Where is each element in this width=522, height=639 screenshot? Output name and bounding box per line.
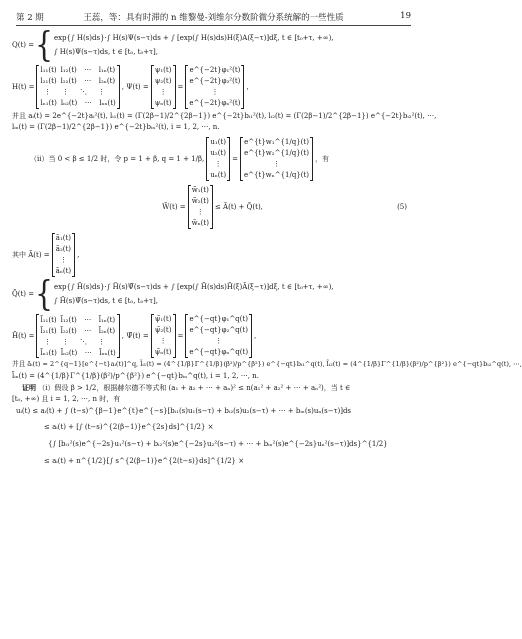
- matrix-row: l̃ₙ₁(t) l̃ₙ₂(t) ⋯ l̃ₙₙ(t): [40, 348, 116, 357]
- psi-tilde-vector: ψ̃₁(t) ψ̃₂(t) ⋮ ψ̃ₙ(t): [151, 314, 176, 358]
- proof-paragraph: [12, 384, 413, 392]
- w-vector: e^{t}w₁^{1/q}(t) e^{t}w₂^{1/q}(t) ⋮ e^{t}wₙ^{1/q}(t): [240, 137, 313, 181]
- coefficient-tilde-line-1: 并且 ãᵢ(t) = 2^{q−1}[e^{−t}aᵢ(t)]^q, l̃ᵢ₁(t) = (4^{1/β}Γ^{1/β}(β²)/p^{β²}) e^{−qt}bᵢ₁^q(t), l̃ᵢ₂(t) = (4^{1/β}Γ^{1/β}(β²)/p^{β²}) e^{−qt}bᵢ₂^q(t), ⋯,: [12, 360, 522, 369]
- matrix-row: ⋮ ⋮ ⋱ ⋮: [43, 337, 105, 346]
- a-tilde-vector: ã₁(t) ã₂(t) ⋮ ãₙ(t): [52, 233, 75, 277]
- left-brace: {: [35, 23, 53, 65]
- w-tilde-label: W̃(t) =: [162, 203, 186, 212]
- q-tilde-definition: [12, 272, 413, 315]
- article-title: 王蕊，等：具有时滞的 n 维黎曼-刘维尔分数阶微分系统解的一些性质: [83, 13, 344, 23]
- inequality-line-2: ≤ aᵢ(t) + [∫ (t−s)^{2(β−1)}e^{2s}ds]^{1/2} ×: [44, 422, 214, 431]
- header-rule: [16, 25, 411, 26]
- h-matrix: [36, 65, 119, 109]
- u-vector: u₁(t) u₂(t) ⋮ uₙ(t): [206, 137, 230, 181]
- case-two: （ⅱ）当 0 < β ≤ 1/2 时，令 p = 1 + β, q = 1 + 1/β, u₁(t) u₂(t) ⋮ uₙ(t) = e^{t}w₁^{1/q}(t) e^{t}w₂^{1/q}(t) ⋮ e^{t}wₙ^{1/q}(t) ，有: [30, 138, 330, 180]
- proof-line-1: （ⅰ）假设 β > 1/2，根据赫尔德不等式和 (a₁ + a₂ + ⋯ + aₙ)² ≤ n(a₁² + a₂² + ⋯ + aₙ²)，当 t ∈: [38, 383, 351, 392]
- proof-label: 证明: [22, 383, 36, 392]
- coefficient-line-2: lᵢₙ(t) = (Γ(2β−1)/2^{2β−1}) e^{−2t}bᵢₙ²(t), i = 1, 2, ⋯, n.: [12, 123, 220, 132]
- left-brace: {: [35, 272, 53, 315]
- matrix-row: ⋮ ⋮ ⋱ ⋮: [43, 88, 105, 97]
- h-psi-definition: H(t) = l₁₁(t) l₁₂(t) ⋯ l₁ₙ(t) l₂₁(t) l₂₂(t) ⋯ l₂ₙ(t) ⋮ ⋮ ⋱ ⋮ lₙ₁(t) lₙ₂(t) ⋯ lₙₙ(t) , Ψ(t) = ψ₁(t) ψ₂(t) ⋮ ψₙ(t) = e^{−2t}φ₁²(t) e^{−2t}φ₂²(t) ⋮ e^{−2t}φₙ²(t) ,: [12, 66, 249, 108]
- q-definition: [12, 23, 413, 65]
- coefficient-tilde-line-2: l̃ᵢₙ(t) = (4^{1/β}Γ^{1/β}(β²)/p^{β²}) e^{−qt}bᵢₙ^q(t), i = 1, 2, ⋯, n.: [12, 371, 259, 380]
- h-label: H(t) =: [12, 82, 35, 91]
- psi-value-vector: e^{−2t}φ₁²(t) e^{−2t}φ₂²(t) ⋮ e^{−2t}φₙ²(t): [185, 65, 244, 109]
- matrix-row: l₁₁(t) l₁₂(t) ⋯ l₁ₙ(t): [40, 66, 116, 75]
- a-tilde-definition: 其中 Ã(t) = ã₁(t) ã₂(t) ⋮ ãₙ(t) ,: [12, 234, 80, 276]
- inequality-line-3: {∫ [bᵢ₁²(s)e^{−2s}u₁²(s−τ) + bᵢ₂²(s)e^{−2s}u₂²(s−τ) + ⋯ + bᵢₙ²(s)e^{−2s}uₙ²(s−τ)]ds}^{1/2}: [48, 439, 388, 448]
- h-tilde-definition: H̃(t) = l̃₁₁(t) l̃₁₂(t) ⋯ l̃₁ₙ(t) l̃₂₁(t) l̃₂₂(t) ⋯ l̃₂ₙ(t) ⋮ ⋮ ⋱ ⋮ l̃ₙ₁(t) l̃ₙ₂(t) ⋯ l̃ₙₙ(t) , Ψ̃(t) = ψ̃₁(t) ψ̃₂(t) ⋮ ψ̃ₙ(t) = e^{−qt}φ₁^q(t) e^{−qt}φ₂^q(t) ⋮ e^{−qt}φₙ^q(t) ,: [12, 315, 257, 357]
- running-header: [16, 8, 411, 24]
- q-tilde-line-2: ∫ H̃(s)Ψ̃(s−τ)ds, t ∈ [t₀, t₀+τ],: [53, 297, 158, 306]
- issue-label: 第 2 期: [16, 13, 44, 23]
- matrix-row: l̃₁₁(t) l̃₁₂(t) ⋯ l̃₁ₙ(t): [40, 315, 116, 324]
- matrix-row: l̃₂₁(t) l̃₂₂(t) ⋯ l̃₂ₙ(t): [40, 326, 116, 335]
- case-two-text: （ⅱ）当 0 < β ≤ 1/2 时，令 p = 1 + β, q = 1 + 1/β,: [30, 155, 205, 164]
- proof-line-2: [t₀, +∞) 且 i = 1, 2, ⋯, n 时，有: [12, 394, 121, 403]
- page-body: [12, 23, 522, 465]
- coefficient-line-1: 并且 aᵢ(t) = 2e^{−2t}aᵢ²(t), lᵢ₁(t) = (Γ(2β−1)/2^{2β−1}) e^{−2t}bᵢ₁²(t), lᵢ₂(t) = (Γ(2β−1)/2^{2β−1}) e^{−2t}bᵢ₂²(t), ⋯,: [12, 112, 437, 120]
- matrix-row: l₂₁(t) l₂₂(t) ⋯ l₂ₙ(t): [40, 77, 116, 86]
- psi-tilde-value-vector: e^{−qt}φ₁^q(t) e^{−qt}φ₂^q(t) ⋮ e^{−qt}φₙ^q(t): [185, 314, 252, 358]
- psi-label: , Ψ(t) =: [121, 82, 149, 91]
- q-line-2: ∫ H(s)Ψ(s−τ)ds, t ∈ [t₀, t₀+τ],: [53, 48, 158, 56]
- inequality-line-1: uᵢ(t) ≤ aᵢ(t) + ∫ (t−s)^{β−1}e^{t}e^{−s}[bᵢ₁(s)u₁(s−τ) + bᵢ₂(s)u₂(s−τ) + ⋯ + bᵢₙ(s)uₙ(s−τ)]ds: [16, 406, 352, 415]
- eq5-rhs: ≤ Ã(t) + Q̃(t),: [214, 203, 263, 212]
- q-tilde-line-1: exp{∫ H̃(s)ds}·∫ H̃(s)Ψ̃(s−τ)ds + ∫ [exp(∫ H̃(s)ds)H̃(ξ)Ã(ξ−τ)]dξ, t ∈ [t₀+τ, +∞),: [53, 283, 334, 292]
- psi-vector: ψ₁(t) ψ₂(t) ⋮ ψₙ(t): [151, 65, 176, 109]
- equation-number: (5): [397, 203, 407, 212]
- q-tilde-label: Q̃(t) =: [12, 290, 35, 299]
- page-number: 19: [400, 11, 411, 21]
- inequality-line-4: ≤ aᵢ(t) + n^{1/2}[∫ s^{2(β−1)}e^{2(t−s)}ds]^{1/2} ×: [44, 456, 245, 465]
- matrix-row: lₙ₁(t) lₙ₂(t) ⋯ lₙₙ(t): [40, 99, 116, 108]
- w-tilde-vector: w̃₁(t) w̃₂(t) ⋮ w̃ₙ(t): [188, 185, 213, 229]
- q-label: Q(t) =: [12, 40, 35, 49]
- h-tilde-matrix: [36, 314, 119, 358]
- q-line-1: exp{∫ H(s)ds}·∫ H(s)Ψ(s−τ)ds + ∫ [exp(∫ H(s)ds)H(ξ)A(ξ−τ)]dξ, t ∈ [t₀+τ, +∞),: [53, 33, 334, 42]
- equation-5: [12, 185, 413, 229]
